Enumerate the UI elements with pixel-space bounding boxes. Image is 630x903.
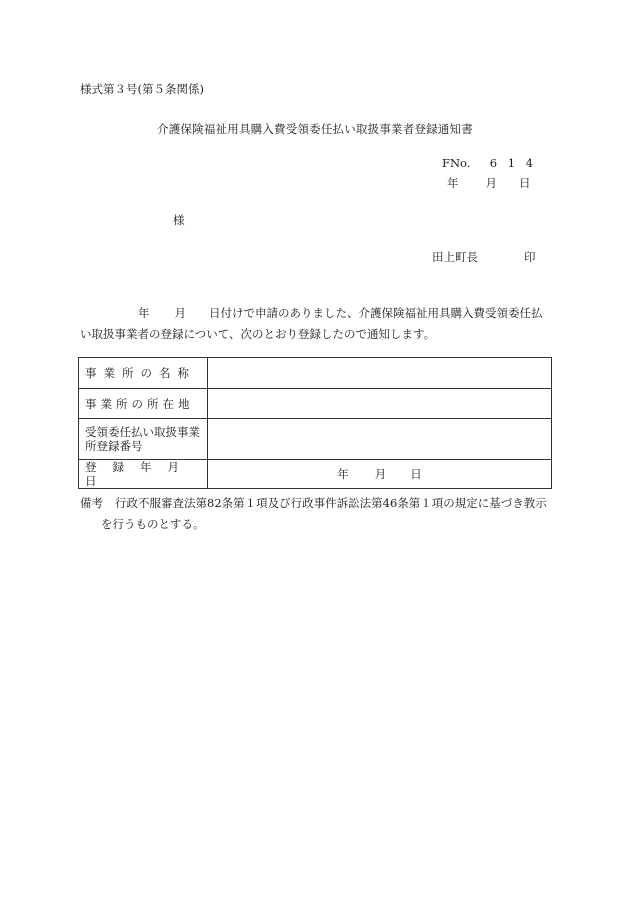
document-number-digit: 6	[489, 156, 498, 170]
sender	[432, 250, 536, 264]
document-number	[442, 156, 538, 170]
reg-date-month: 月	[374, 467, 387, 481]
document-number-digit: 1	[507, 156, 516, 170]
business-address-value	[208, 389, 552, 419]
remarks-heading: 備考	[80, 496, 103, 510]
business-name-value	[208, 358, 552, 389]
notice-body-line2: い取扱事業者の登録について、次のとおり登録したので通知します。	[80, 327, 436, 341]
business-name-label: 事業所の名称	[79, 358, 208, 389]
business-address-label: 事業所の所在地	[79, 389, 208, 419]
date-month: 月	[485, 176, 497, 190]
document-number-digit: 4	[525, 156, 534, 170]
body-month: 月	[174, 306, 186, 320]
reg-date-year: 年	[337, 467, 349, 481]
registration-date-value	[208, 460, 552, 489]
registration-table	[78, 357, 552, 489]
registration-date-label: 登録年月日	[79, 460, 208, 489]
document-date	[447, 176, 531, 190]
remarks-text-1: 行政不服審査法第82条第１項及び行政事件訴訟法第46条第１項の規定に基づき教示	[115, 496, 547, 510]
table-row	[79, 389, 552, 419]
table-row	[79, 419, 552, 460]
notice-body-line1	[80, 303, 552, 324]
remarks-line1	[80, 493, 555, 514]
addressee: 様	[173, 213, 185, 227]
table-row	[79, 460, 552, 489]
body-year: 年	[138, 306, 150, 320]
notice-body	[80, 303, 552, 345]
date-year: 年	[447, 176, 459, 190]
form-number: 様式第３号(第５条関係)	[80, 82, 204, 96]
seal-mark: 印	[524, 250, 536, 264]
registration-number-label: 受領委任払い取扱事業所登録番号	[79, 419, 208, 460]
registration-number-value	[208, 419, 552, 460]
reg-date-day: 日	[410, 467, 422, 481]
document-title: 介護保険福祉用具購入費受領委任払い取扱事業者登録通知書	[157, 122, 473, 136]
date-day: 日	[519, 176, 531, 190]
remarks-line2: を行うものとする。	[101, 517, 205, 531]
remarks	[80, 493, 555, 535]
table-row	[79, 358, 552, 389]
sender-name: 田上町長	[432, 250, 478, 264]
document-number-label: FNo.	[442, 156, 471, 170]
body-text-1: 日付けで申請のありました、介護保険福祉用具購入費受領委任払	[209, 306, 543, 320]
